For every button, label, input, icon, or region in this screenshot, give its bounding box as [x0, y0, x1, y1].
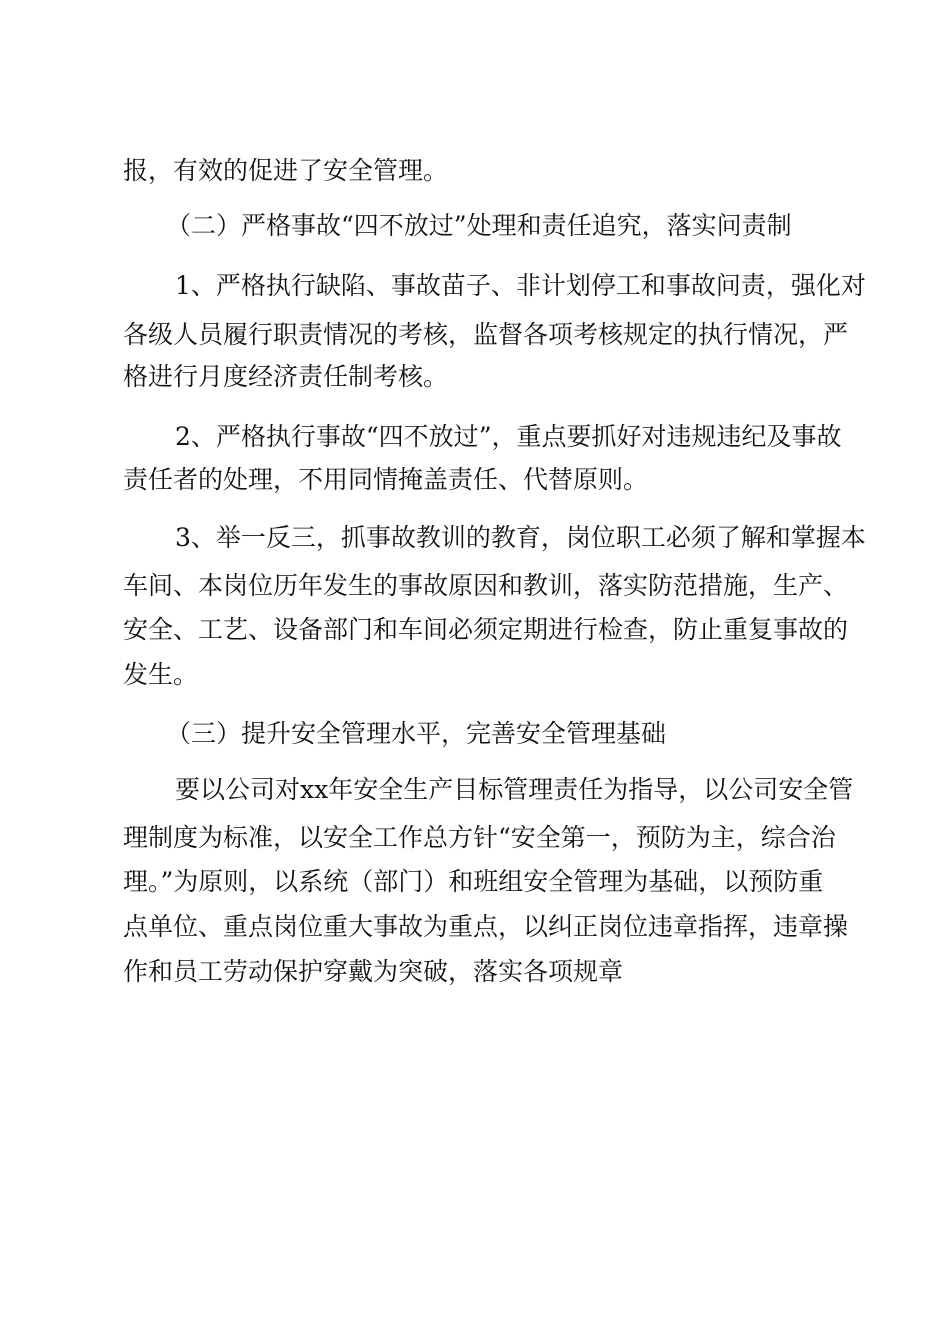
body-paragraph-line-4: 点单位、重点岗位重大事故为重点，以纠正岗位违章指挥，违章操 [123, 912, 849, 941]
item-two-line-1: 2、严格执行事故“四不放过”，重点要抓好对违规违纪及事故 [175, 422, 842, 451]
item-three-line-4: 发生。 [123, 660, 199, 689]
paragraph-continuation-line: 报，有效的促进了安全管理。 [123, 156, 449, 185]
section-heading-two: （二）严格事故“四不放过”处理和责任追究，落实问责制 [166, 211, 792, 240]
body-paragraph-line-1: 要以公司对xx年安全生产目标管理责任为指导，以公司安全管 [175, 775, 854, 804]
section-heading-three: （三）提升安全管理水平，完善安全管理基础 [166, 719, 667, 748]
body-paragraph-line-5: 作和员工劳动保护穿戴为突破，落实各项规章 [123, 957, 624, 986]
item-two-line-2: 责任者的处理，不用同情掩盖责任、代替原则。 [123, 465, 649, 494]
item-one-line-1: 1、严格执行缺陷、事故苗子、非计划停工和事故问责，强化对 [175, 271, 866, 300]
item-three-line-1: 3、举一反三，抓事故教训的教育，岗位职工必须了解和掌握本 [175, 523, 866, 552]
item-one-line-3: 格进行月度经济责任制考核。 [123, 362, 449, 391]
item-one-line-2: 各级人员履行职责情况的考核，监督各项考核规定的执行情况，严 [123, 320, 849, 349]
item-three-line-3: 安全、工艺、设备部门和车间必须定期进行检查，防止重复事故的 [123, 615, 849, 644]
item-three-line-2: 车间、本岗位历年发生的事故原因和教训，落实防范措施，生产、 [123, 571, 849, 600]
body-paragraph-line-3: 理。”为原则，以系统（部门）和班组安全管理为基础，以预防重 [123, 867, 824, 896]
body-paragraph-line-2: 理制度为标准，以安全工作总方针“安全第一，预防为主，综合治 [123, 823, 836, 852]
